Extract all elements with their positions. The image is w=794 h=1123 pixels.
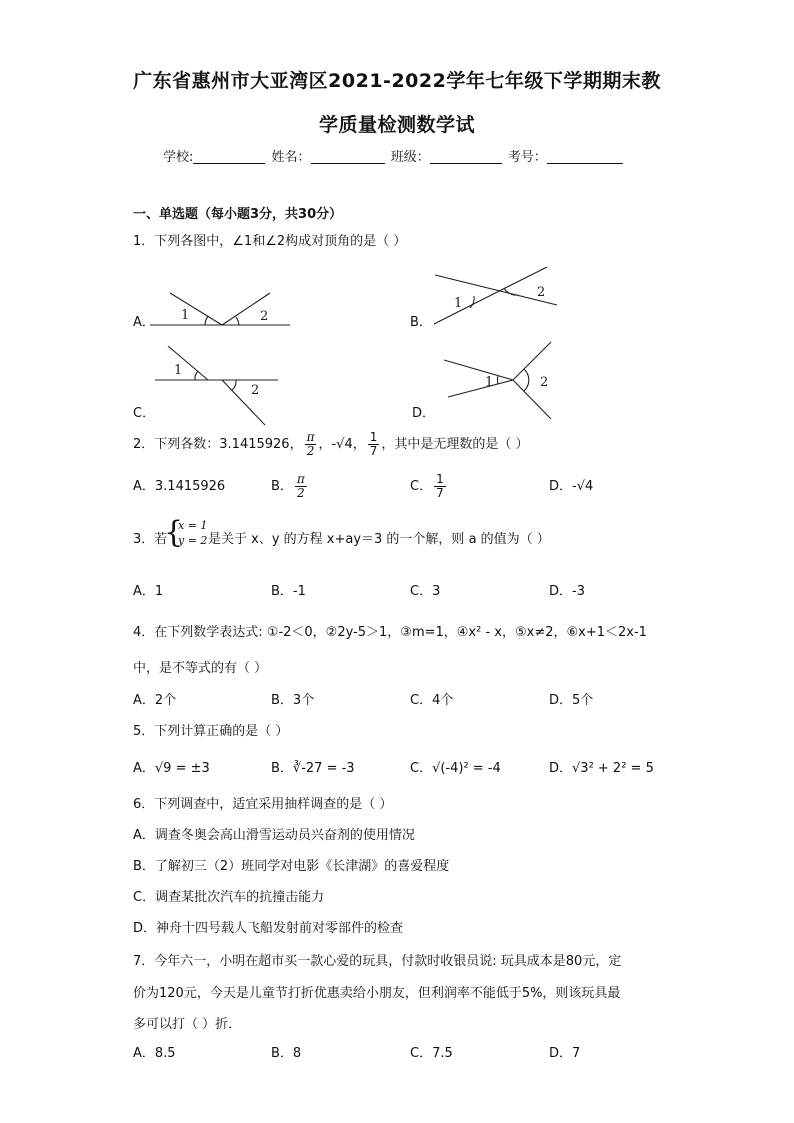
q4-stem-line-2: 中，是不等式的有（ ） xyxy=(133,661,268,676)
q2-neg-sqrt4: ，-√4， xyxy=(318,437,366,452)
exam-title-line-2: 学质量检测数学试 xyxy=(318,114,475,136)
q7-option-b[interactable]: B．8 xyxy=(271,1046,302,1061)
q5-option-d[interactable]: D．√3² + 2² = 5 xyxy=(549,761,654,776)
q1-figure-b xyxy=(430,260,570,330)
q1-figure-c xyxy=(150,343,290,433)
number-blank[interactable] xyxy=(547,149,623,164)
q1-option-b[interactable]: B． xyxy=(410,315,432,330)
q2-option-d[interactable]: D．-√4 xyxy=(549,479,594,494)
q3-option-c[interactable]: C．3 xyxy=(410,584,441,599)
q5-stem: 5．下列计算正确的是（ ） xyxy=(133,724,289,739)
q6-option-b[interactable]: B．了解初三（2）班同学对电影《长津湖》的喜爱程度 xyxy=(133,859,450,874)
q4-option-b[interactable]: B．3个 xyxy=(271,693,315,708)
number-label: 考号： xyxy=(507,150,547,165)
q1c-angle-2-label: 2 xyxy=(251,383,260,398)
q2-option-a[interactable]: A．3.1415926 xyxy=(133,479,226,494)
q2-option-b[interactable]: B． $\frac{\pi}{2}$ xyxy=(271,472,305,500)
name-blank[interactable] xyxy=(311,149,385,164)
q4-option-c[interactable]: C．4个 xyxy=(410,693,454,708)
q1b-angle-1-label: 1 xyxy=(454,296,463,311)
q6-option-a[interactable]: A．调查冬奥会高山滑雪运动员兴奋剂的使用情况 xyxy=(133,828,415,843)
q4-option-a[interactable]: A．2个 xyxy=(133,693,177,708)
q7-option-d[interactable]: D．7 xyxy=(549,1046,581,1061)
school-blank[interactable] xyxy=(193,149,265,164)
student-info-row xyxy=(163,146,625,165)
school-label: 学校: xyxy=(163,150,194,165)
q1d-angle-2-label: 2 xyxy=(540,375,549,390)
q5-option-a[interactable]: A．√9 = ±3 xyxy=(133,761,210,776)
q2-prefix: 2．下列各数：3.1415926， xyxy=(133,437,303,452)
q3-option-b[interactable]: B．-1 xyxy=(271,584,306,599)
exam-title-line-1: 广东省惠州市大亚湾区2021-2022学年七年级下学期期末教 xyxy=(133,70,661,92)
q2-stem xyxy=(133,430,529,460)
q3-suffix: 是关于 x、y 的方程 x+ay＝3 的一个解，则 a 的值为（ ） xyxy=(208,532,550,547)
q3-equation-system: x = 1 y = 2 xyxy=(178,519,208,547)
q2-frac-pi-over-2: $\frac{\pi}{2}$ xyxy=(306,430,315,458)
q1c-angle-1-label: 1 xyxy=(174,363,183,378)
q7-stem-line-3: 多可以打（ ）折． xyxy=(133,1017,242,1032)
class-blank[interactable] xyxy=(430,149,502,164)
q1-option-a[interactable]: A． xyxy=(133,315,155,330)
class-label: 班级： xyxy=(390,150,430,165)
q7-option-a[interactable]: A．8.5 xyxy=(133,1046,176,1061)
q1a-angle-2-label: 2 xyxy=(260,309,269,324)
q2-option-c[interactable]: C． $\frac{1}{7}$ xyxy=(410,472,444,500)
q1-figure-a xyxy=(150,285,300,335)
q6-stem: 6．下列调查中，适宜采用抽样调查的是（ ） xyxy=(133,797,393,812)
q3-brace-icon: { xyxy=(164,515,184,550)
q1b-angle-2-label: 2 xyxy=(537,285,546,300)
q4-option-d[interactable]: D．5个 xyxy=(549,693,594,708)
q4-stem-line-1: 4．在下列数学表达式: ①-2＜0，②2y-5＞1，③m=1，④x² - x，⑤x≠2，⑥x+1＜2x-1 xyxy=(133,625,647,640)
q5-option-c[interactable]: C．√(-4)² = -4 xyxy=(410,761,501,776)
q6-option-d[interactable]: D．神舟十四号载人飞船发射前对零部件的检查 xyxy=(133,921,404,936)
q7-stem-line-2: 价为120元，今天是儿童节打折优惠卖给小朋友，但利润率不能低于5%，则该玩具最 xyxy=(133,986,621,1001)
q6-option-c[interactable]: C．调查某批次汽车的抗撞击能力 xyxy=(133,890,325,905)
q1a-angle-1-label: 1 xyxy=(181,308,190,323)
q2-frac-1-over-7: $\frac{1}{7}$ xyxy=(369,430,378,458)
q7-option-c[interactable]: C．7.5 xyxy=(410,1046,453,1061)
q7-stem-line-1: 7．今年六一，小明在超市买一款心爱的玩具，付款时收银员说: 玩具成本是80元，定 xyxy=(133,954,622,969)
q3-option-d[interactable]: D．-3 xyxy=(549,584,585,599)
q1-option-d[interactable]: D． xyxy=(412,406,436,421)
q1-figure-d xyxy=(440,340,560,425)
q3-option-a[interactable]: A．1 xyxy=(133,584,164,599)
q5-option-b[interactable]: B．∛-27 = -3 xyxy=(271,761,355,776)
name-label: 姓名： xyxy=(271,150,311,165)
q1-stem: 1．下列各图中，∠1和∠2构成对顶角的是（ ） xyxy=(133,234,407,249)
section-heading: 一、单选题（每小题3分，共30分） xyxy=(133,207,343,222)
q1-option-c[interactable]: C． xyxy=(133,406,156,421)
q2-suffix: ，其中是无理数的是（ ） xyxy=(381,437,529,452)
q3-prefix: 3．若 xyxy=(133,532,168,547)
q1d-angle-1-label: 1 xyxy=(485,375,494,390)
